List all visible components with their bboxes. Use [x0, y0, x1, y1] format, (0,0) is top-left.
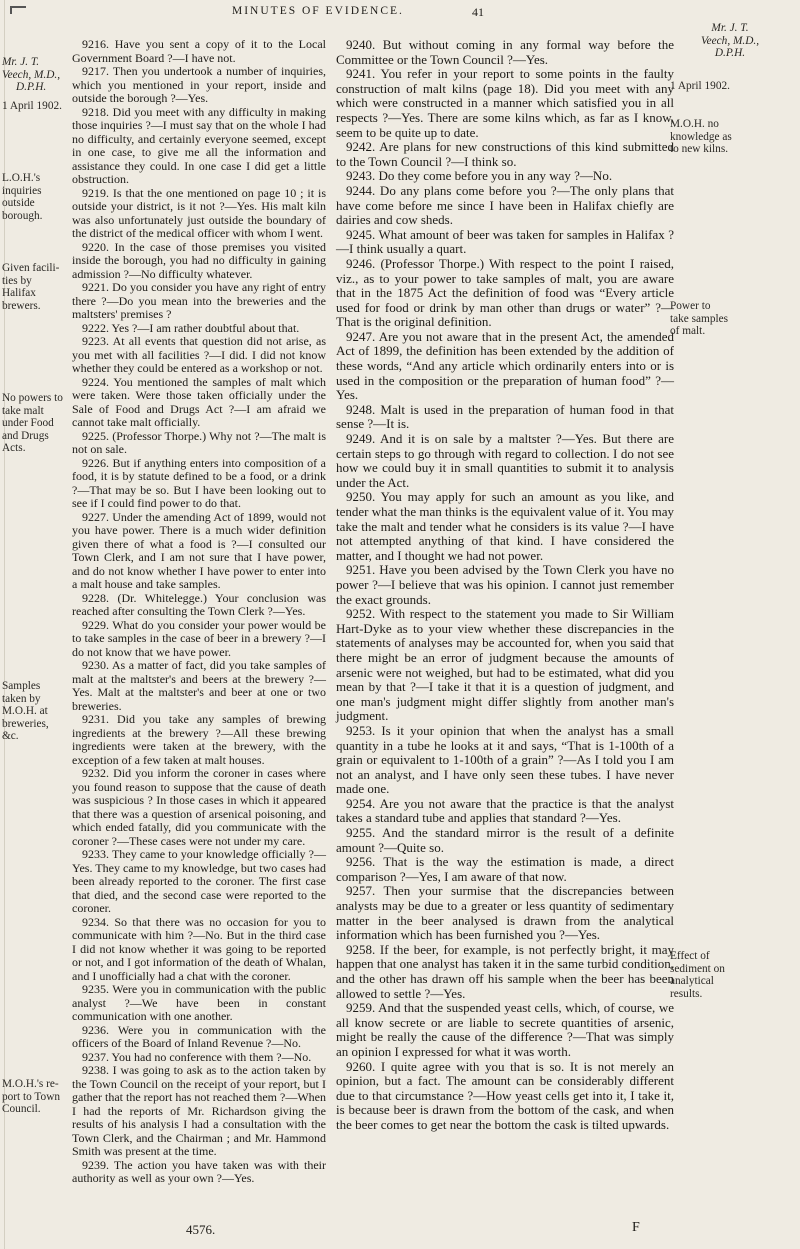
question-9252: 9252. With respect to the statement you made to Sir William Hart-Dyke as to your view whether these discrepancies in the statements of analyses may be accounted for, when you said that there might be an error of judgment because the amounts of arsenic were not weighed, but had to be estimated, what did you mean by that ?—I take it that it is a question of judgment, and one man's judgment might differ slightly from another man's judgment. — [336, 606, 674, 724]
question-9217: 9217. Then you undertook a number of inquiries, which you mentioned in your report, inside and outside the borough ?—Yes. — [72, 64, 326, 105]
question-9250: 9250. You may apply for such an amount as you like, and tender what the man thinks is the equivalent value of it. You may take the malt and tender what he considers is its value ?—I have not attempted anything of that kind. I have considered the matter, and I thought we had not power. — [336, 489, 674, 563]
margin-line: under Food — [2, 417, 54, 430]
question-9216: 9216. Have you sent a copy of it to the Local Government Board ?—I have not. — [72, 37, 326, 65]
margin-line: &c. — [2, 730, 19, 743]
question-9259: 9259. And that the suspended yeast cells, which, of course, we all know secrete or are liable to secrete quantities of arsenic, might be really the cause of the difference ?—That was simply an opinion I expressed for what it was worth. — [336, 1000, 674, 1059]
running-head — [0, 5, 800, 21]
margin-note-witness-right — [668, 22, 792, 60]
margin-line: take malt — [2, 404, 44, 417]
margin-line: Acts. — [2, 442, 26, 455]
question-9220: 9220. In the case of those premises you visited inside the borough, you had no difficulty in gaining admission ?—No difficulty whatever. — [72, 239, 326, 281]
margin-line: D.P.H. — [714, 47, 746, 60]
margin-line: Veech, M.D., — [2, 68, 61, 81]
margin-line: Effect of — [670, 950, 710, 962]
margin-line: No powers to — [2, 392, 63, 404]
right-text-column — [336, 38, 674, 1133]
margin-note-inquiries — [2, 172, 68, 222]
question-9243: 9243. Do they come before you in any way ?—No. — [346, 168, 613, 184]
margin-note-samples — [2, 680, 68, 743]
margin-note-sediment — [670, 950, 794, 1000]
margin-line: port to Town — [2, 1090, 60, 1103]
margin-note-facilities — [2, 262, 68, 312]
margin-line: Mr. J. T. — [2, 56, 40, 68]
margin-line: M.O.H. at — [2, 705, 48, 718]
question-9249: 9249. And it is on sale by a maltster ?—Yes. But there are certain steps to go through with regard to collection. I do not see how we could buy it in small quantities to submit it to analysis under the Act. — [336, 431, 674, 490]
margin-line: Given facili- — [2, 262, 60, 274]
margin-line: D.P.H. — [16, 81, 47, 94]
question-9245: 9245. What amount of beer was taken for samples in Halifax ?—I think usually a quart. — [336, 226, 674, 257]
question-9248: 9248. Malt is used in the preparation of human food in that sense ?—It is. — [336, 401, 674, 432]
signature-mark: F — [632, 1220, 640, 1235]
margin-note-report — [2, 1078, 68, 1116]
question-9255: 9255. And the standard mirror is the result of a definite amount ?—Quite so. — [336, 825, 674, 855]
margin-note-witness — [2, 56, 68, 94]
question-9246: 9246. (Professor Thorpe.) With respect to the point I raised, viz., as to your power to take samples of malt, you are aware that in the 1875 Act the definition of food was “Every article used for food or drink by man other than drugs or water” ?—That is the original definition. — [336, 255, 674, 330]
question-9253: 9253. Is it your opinion that when the analyst has a small quantity in a tube he looks at it and says, “That is 1-100th of a grain or equivalent to 1-100th of a grain” ?—As I told you I am not an analyst, and I have only seen these tubes. I have never made one. — [336, 722, 674, 797]
margin-line: Halifax — [2, 287, 36, 300]
margin-line: Samples — [2, 680, 41, 692]
margin-line: breweries, — [2, 717, 49, 730]
question-9236: 9236. Were you in communication with the officers of the Board of Inland Revenue ?—No. — [72, 1022, 326, 1050]
margin-note-power-samples — [670, 300, 794, 338]
question-9230: 9230. As a matter of fact, did you take samples of malt at the maltster's and beers at the brewery ?—Yes. Malt at the maltster's and beer at one or two breweries. — [72, 658, 326, 713]
question-9257: 9257. Then your surmise that the discrepancies between analysts may be due to a greater or less quantity of sedimentary matter in the beer analysed is drawn from the analytical information which has been furnished you ?—Yes. — [336, 883, 674, 943]
margin-note-date — [2, 100, 68, 113]
question-9222: 9222. Yes ?—I am rather doubtful about that. — [82, 320, 300, 335]
margin-line: knowledge as — [670, 130, 732, 143]
margin-line: analytical — [670, 975, 714, 988]
question-9251: 9251. Have you been advised by the Town Clerk you have no power ?—I believe that was his opinion. I cannot just remember the exact grounds. — [336, 562, 674, 607]
margin-note-new-kilns — [670, 118, 794, 156]
question-9240: 9240. But without coming in any formal way before the Committee or the Town Council ?—Yes. — [336, 37, 674, 67]
question-9224: 9224. You mentioned the samples of malt which were taken. Were those taken officially under the Sale of Food and Drugs Act ?—I am afraid we cannot take malt officially. — [72, 374, 326, 429]
margin-line: Power to — [670, 300, 711, 312]
question-9235: 9235. Were you in communication with the public analyst ?—We have been in constant communication with one another. — [72, 982, 326, 1023]
question-9219: 9219. Is that the one mentioned on page 10 ; it is outside your district, is it not ?—Yes. His malt kiln was also unfortunately just outside the boundary of the district of the medical officer with whom I went. — [72, 185, 326, 240]
margin-line: borough. — [2, 209, 43, 222]
margin-line: sediment on — [670, 962, 725, 975]
question-9225: 9225. (Professor Thorpe.) Why not ?—The malt is not on sale. — [72, 428, 326, 456]
margin-line: results. — [670, 987, 703, 1000]
question-9228: 9228. (Dr. Whitelegge.) Your conclusion was reached after consulting the Town Clerk ?—Yes. — [72, 590, 326, 618]
question-9233: 9233. They came to your knowledge officially ?—Yes. They came to my knowledge, but two cases had been already reported to the coroner. The first case that died, and the second case were reported to the coroner. — [72, 847, 326, 915]
margin-line: L.O.H.'s — [2, 172, 41, 184]
question-9223: 9223. At all events that question did not arise, as you met with all facilities ?—I did. I did not know whether they could be entered as a workshop or not. — [72, 334, 326, 375]
question-9247: 9247. Are you not aware that in the present Act, the amended Act of 1899, the definition has been extended by the addition of these words, “And any article which ordinarily enters into or is used in the composition or the preparation of human food” ?—Yes. — [336, 328, 674, 403]
margin-line: inquiries — [2, 184, 42, 197]
question-9237: 9237. You had no conference with them ?—No. — [82, 1049, 312, 1064]
margin-line: M.O.H. no — [670, 118, 719, 130]
print-code: 4576. — [186, 1222, 216, 1237]
question-9232: 9232. Did you inform the coroner in cases where you found reason to suppose that the cause of death was suspicious ? In those cases in which it appeared that there was a question of arsenical poisoning, and which ended fatally, did you communicate with the coroner ?—These cases were not under my care. — [72, 766, 326, 848]
margin-line: outside — [2, 197, 35, 210]
left-text-column — [72, 38, 326, 1186]
margin-line: to new kilns. — [670, 143, 729, 156]
question-9234: 9234. So that there was no occasion for you to communicate with him ?—No. But in the third case I did not know whether it was going to be reported or not, and I got information of the death of Whalan, and I unofficially had a chat with the coroner. — [72, 914, 326, 983]
question-9239: 9239. The action you have taken was with their authority as well as your own ?—Yes. — [72, 1157, 326, 1185]
margin-line: and Drugs — [2, 429, 49, 442]
question-9226: 9226. But if anything enters into composition of a food, it is by statute defined to be a food, or a drink ?—That may be so. But I have been looking out to see if I could find power to do that. — [72, 455, 326, 510]
margin-line: take samples — [670, 312, 729, 325]
margin-line: Mr. J. T. — [711, 22, 749, 34]
margin-line: brewers. — [2, 299, 41, 312]
question-9227: 9227. Under the amending Act of 1899, would not you have power. There is a much wider definition given there of what a food is ?—I consulted our Town Clerk, and I am not sure that I have power, and do not know whether I have power to enter into a malt house and take samples. — [72, 509, 326, 591]
margin-line: 1 April 1902. — [670, 80, 730, 92]
margin-line: M.O.H.'s re- — [2, 1078, 59, 1090]
margin-note-date-right — [670, 80, 794, 93]
margin-line: of malt. — [670, 325, 706, 338]
question-9229: 9229. What do you consider your power would be to take samples in the case of beer in a brewery ?—I do not know that we have power. — [72, 617, 326, 659]
margin-line: 1 April 1902. — [2, 100, 62, 112]
margin-note-no-powers — [2, 392, 68, 455]
question-9221: 9221. Do you consider you have any right of entry there ?—Do you mean into the breweries and the maltsters' premises ? — [72, 280, 326, 321]
question-9244: 9244. Do any plans come before you ?—The only plans that have come before me since I have been in Halifax chiefly are dairies and cow sheds. — [336, 182, 674, 228]
question-9231: 9231. Did you take any samples of brewing ingredients at the brewery ?—All these brewing ingredients were taken at the brewery, with the exception of a few taken at malt houses. — [72, 712, 326, 767]
margin-line: taken by — [2, 692, 41, 705]
margin-line: ties by — [2, 274, 32, 287]
question-9238: 9238. I was going to ask as to the action taken by the Town Council on the receipt of your report, but I gather that the report has not reached them ?—When I had the reports of Mr. Richardson giving the results of his analysis I had a consultation with the Town Clerk, and the Chairman ; and Mr. Hammond Smith was present at the time. — [72, 1063, 326, 1158]
question-9254: 9254. Are you not aware that the practice is that the analyst takes a standard tube and applies that standard ?—Yes. — [336, 795, 674, 826]
margin-line: Veech, M.D., — [700, 34, 760, 47]
question-9260: 9260. I quite agree with you that is so. It is not merely an opinion, but a fact. The amount can be considerably different due to that circumstance ?—How yeast cells get into it, I take it, is because beer is drawn from the bottom of the cask, and when the beer comes to get near the bottom the cask is tilted upwards. — [336, 1058, 674, 1132]
question-9242: 9242. Are plans for new constructions of this kind submitted to the Town Council ?—I think so. — [336, 139, 674, 169]
page-number: 41 — [472, 5, 484, 19]
question-9241: 9241. You refer in your report to some points in the faulty construction of malt kilns (page 18). Did you meet with any which were constructed in a manner which satisfied you in all respects ?—Yes. There are some kilns which, as far as I know, seem to be quite up to date. — [336, 66, 674, 140]
question-9218: 9218. Did you meet with any difficulty in making those inquiries ?—I must say that on the whole I had no difficulty, and certainly everyone seemed, except in one case, to give me all the information and assistance they could. In one case I did get a little obstruction. — [72, 104, 326, 186]
margin-line: Council. — [2, 1103, 41, 1116]
question-9258: 9258. If the beer, for example, is not perfectly bright, it may happen that one analyst has taken it in the same turbid condition, and the other has drawn off his sample when the beer has been allowed to settle ?—Yes. — [336, 941, 674, 1001]
running-head-title: MINUTES OF EVIDENCE. — [232, 5, 404, 17]
question-9256: 9256. That is the way the estimation is made, a direct comparison ?—Yes, I am aware of that now. — [336, 854, 674, 884]
